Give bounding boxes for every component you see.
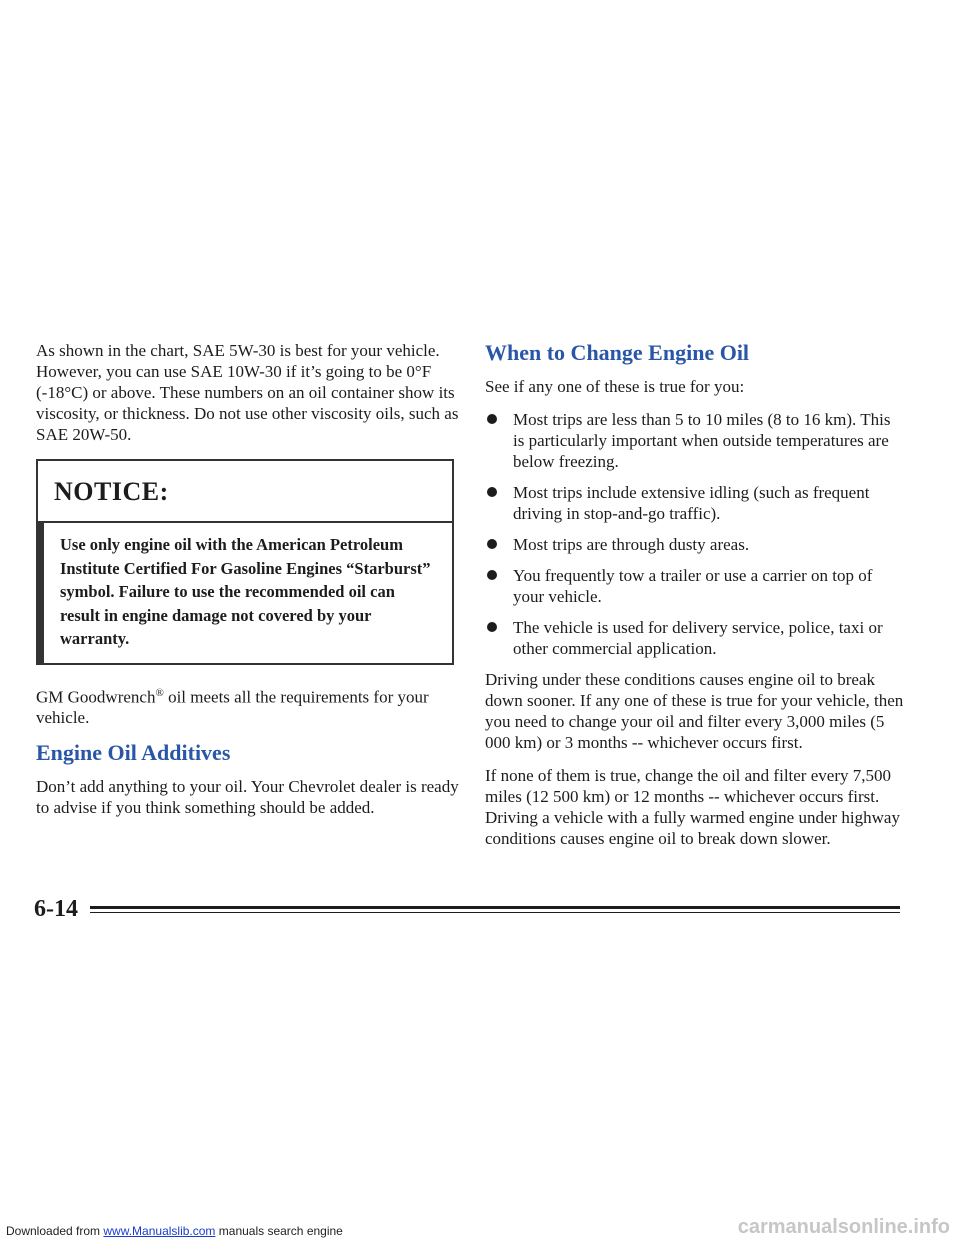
notice-box <box>36 459 454 665</box>
registered-mark: ® <box>155 686 164 699</box>
additives-text: Don’t add anything to your oil. Your Chevrolet dealer is ready to advise if you think something should be added. <box>36 777 459 818</box>
list-item-text: You frequently tow a trailer or use a carrier on top of your vehicle. <box>513 566 873 606</box>
footer-rule <box>90 906 900 909</box>
bullet-icon <box>487 539 497 549</box>
page-number: 6-14 <box>34 896 78 922</box>
list-item-text: Most trips are through dusty areas. <box>513 535 750 554</box>
download-attribution <box>6 1224 343 1238</box>
conditions-list <box>485 409 905 659</box>
notice-body: Use only engine oil with the American Petroleum Institute Certified For Gasoline Engines “Starburst” symbol. Failure to use the recommended oil can result in engine damage not covered by your warranty. <box>36 523 452 663</box>
list-item <box>485 534 905 555</box>
severe-conditions-paragraph: Driving under these conditions causes engine oil to break down sooner. If any one of these is true for your vehicle, then you need to change your oil and filter every 3,000 miles (5 000 km) or 3 months -- whichever occurs first. <box>485 670 904 752</box>
list-item-text: Most trips include extensive idling (such as frequent driving in stop-and-go traffic). <box>513 483 870 523</box>
bullet-icon <box>487 414 497 424</box>
right-column <box>485 340 905 861</box>
list-item <box>485 482 905 524</box>
list-item <box>485 565 905 607</box>
viscosity-intro: As shown in the chart, SAE 5W-30 is best for your vehicle. However, you can use SAE 10W-30 if it’s going to be 0°F (-18°C) or above. These numbers on an oil container show its viscosity, or thickness. Do not use other viscosity oils, such as SAE 20W-50. <box>36 341 459 444</box>
list-item <box>485 409 905 472</box>
bullet-icon <box>487 622 497 632</box>
goodwrench-paragraph <box>36 683 466 729</box>
notice-title: NOTICE: <box>38 461 452 523</box>
list-item <box>485 617 905 659</box>
additives-heading: Engine Oil Additives <box>36 740 231 766</box>
goodwrench-text-b: oil meets all the requirements for your vehicle. <box>36 687 429 728</box>
bullet-icon <box>487 487 497 497</box>
download-suffix: manuals search engine <box>215 1224 343 1238</box>
manualslib-link[interactable]: www.Manualslib.com <box>103 1224 216 1238</box>
left-column <box>36 340 466 830</box>
goodwrench-text-a: GM Goodwrench <box>36 687 156 707</box>
download-prefix: Downloaded from <box>6 1224 104 1238</box>
list-item-text: Most trips are less than 5 to 10 miles (8 to 16 km). This is particularly important when outside temperatures are below freezing. <box>513 410 891 471</box>
bullet-icon <box>487 570 497 580</box>
change-oil-lead: See if any one of these is true for you: <box>485 377 745 396</box>
normal-conditions-paragraph: If none of them is true, change the oil and filter every 7,500 miles (12 500 km) or 12 months -- whichever occurs first. Driving a vehicle with a fully warmed engine under highway conditions causes engine oil to break down slower. <box>485 766 900 848</box>
change-oil-heading: When to Change Engine Oil <box>485 340 750 365</box>
footer-rule-thin <box>90 912 900 913</box>
list-item-text: The vehicle is used for delivery service, police, taxi or other commercial application. <box>513 618 883 658</box>
watermark: carmanualsonline.info <box>737 1216 950 1238</box>
